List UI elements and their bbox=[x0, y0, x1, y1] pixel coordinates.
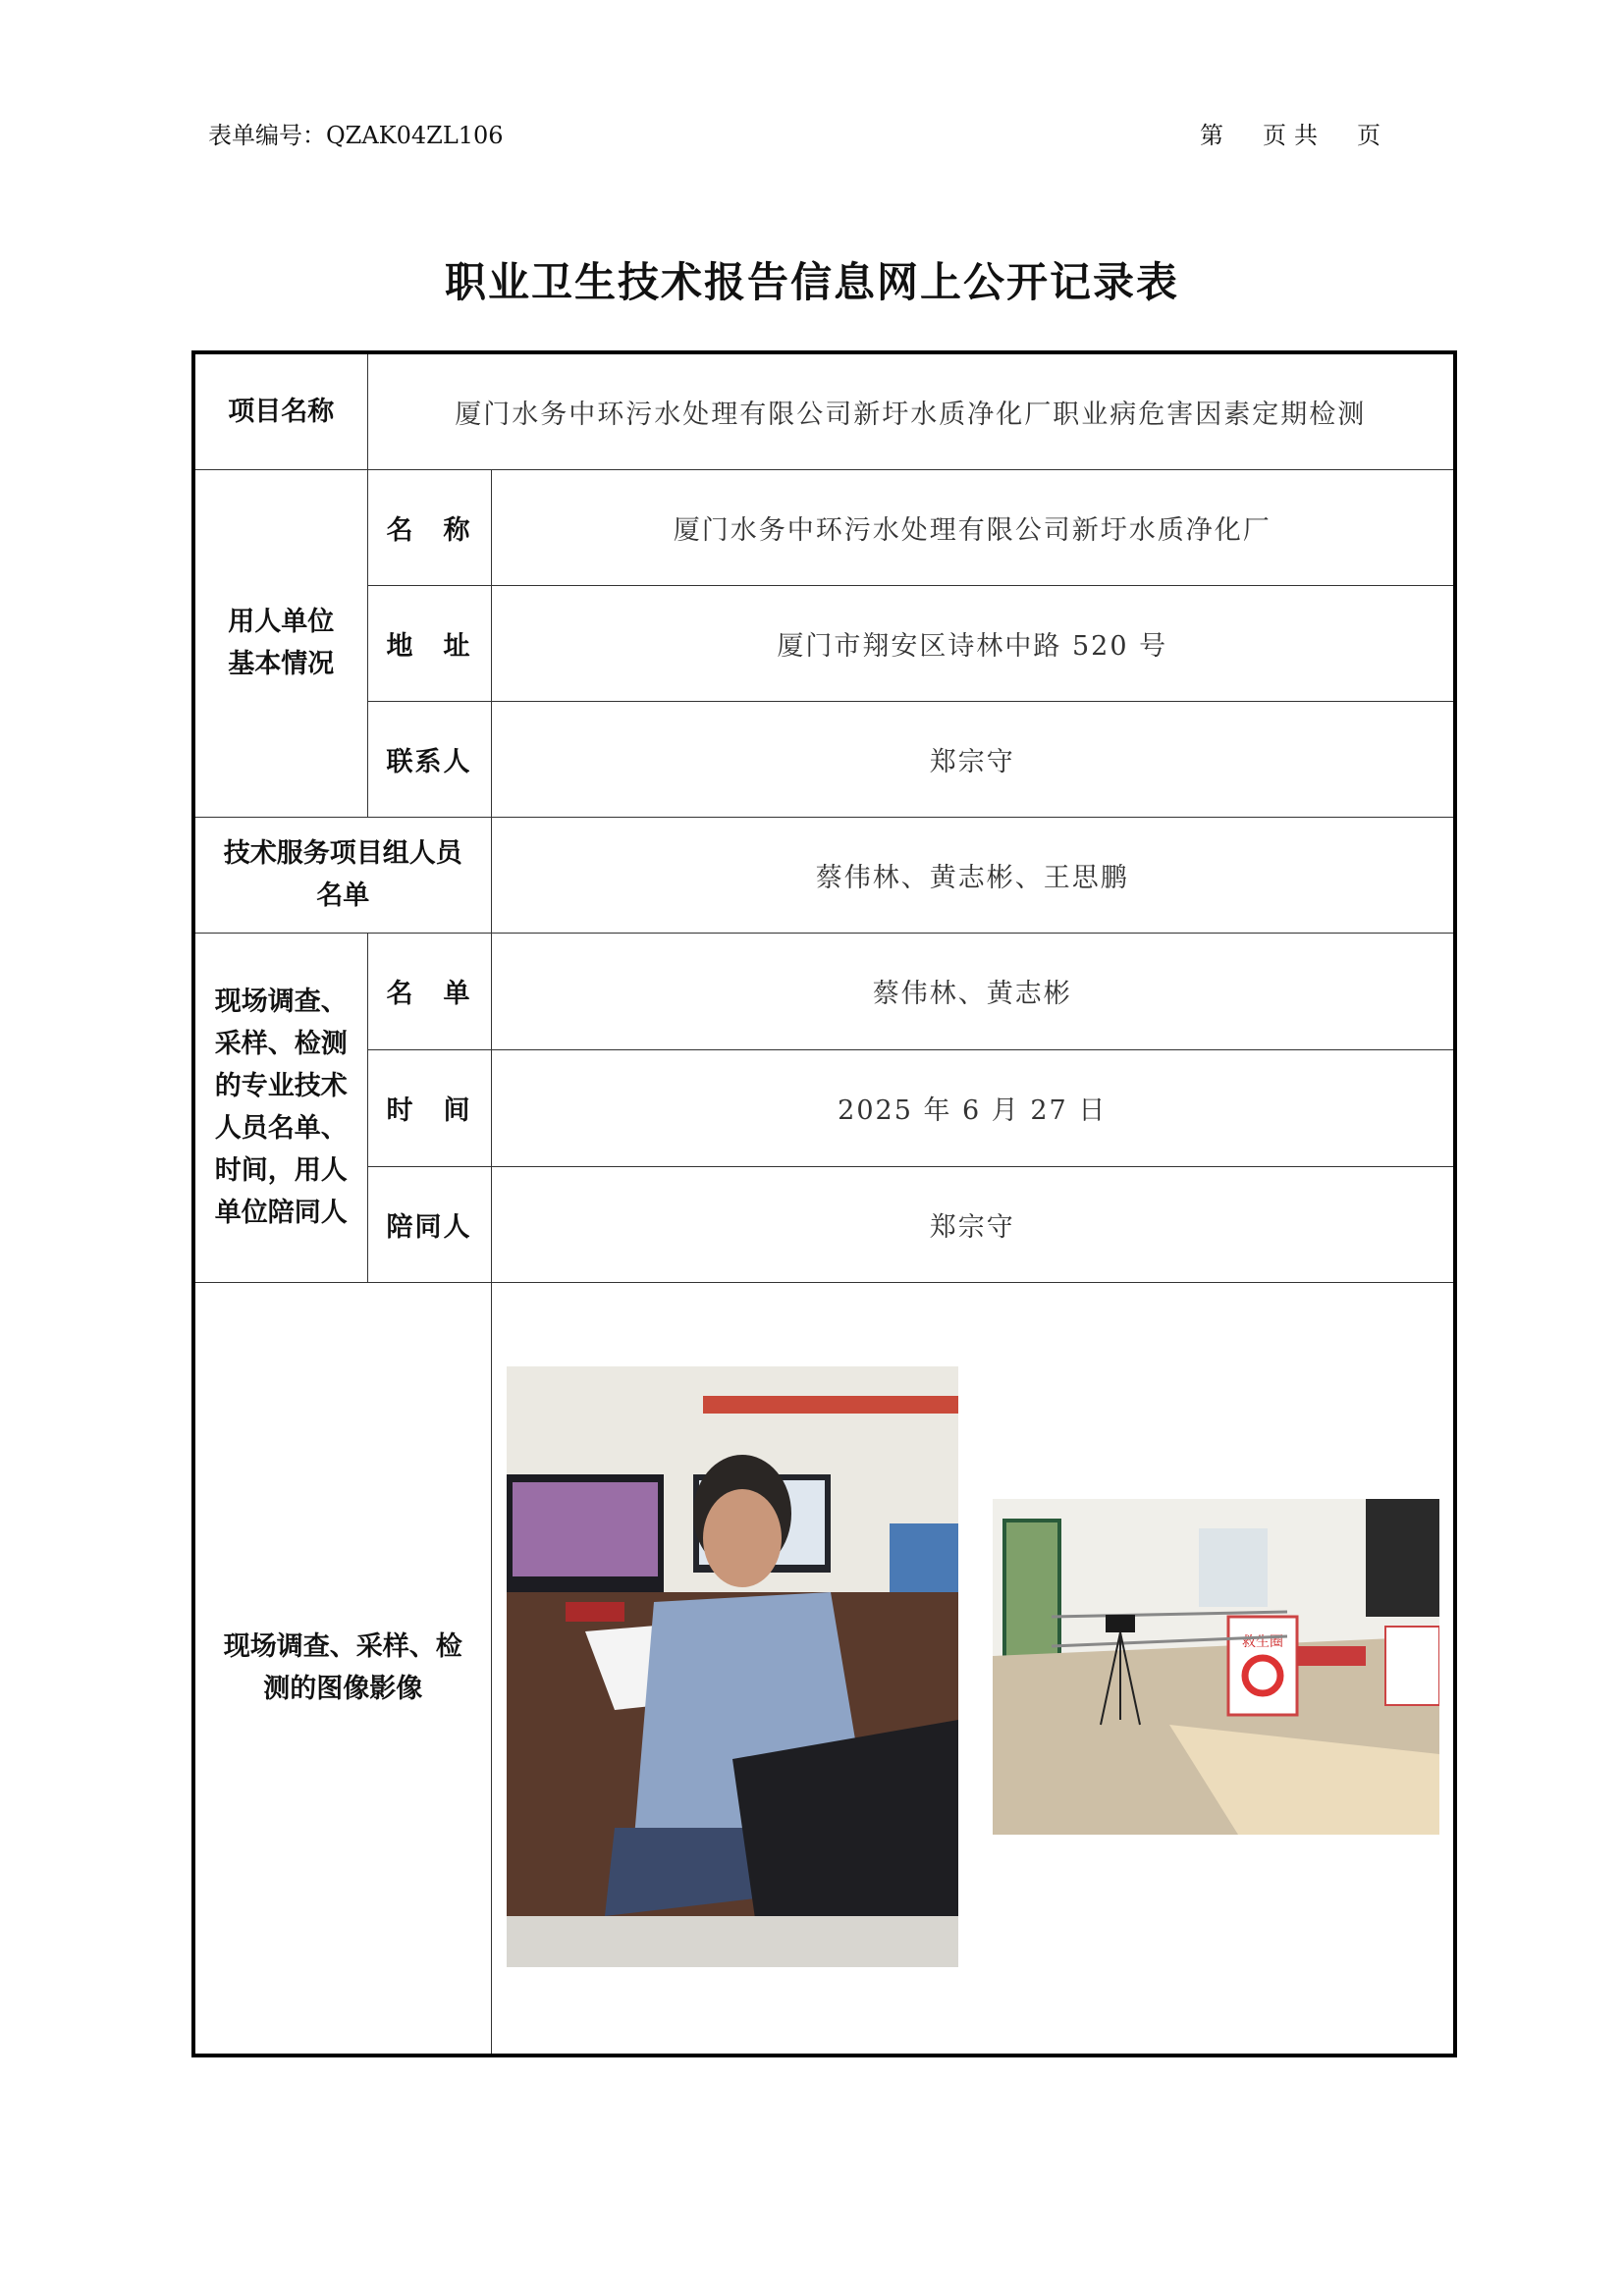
office-scene-graphic bbox=[507, 1366, 958, 1967]
images-cell bbox=[491, 1282, 1455, 2056]
page-di: 第 bbox=[1200, 122, 1223, 149]
survey-label-line: 单位陪同人 bbox=[214, 1198, 348, 1228]
project-value: 厦门水务中环污水处理有限公司新圩水质净化厂职业病危害因素定期检测 bbox=[367, 352, 1455, 469]
site-photo-office bbox=[507, 1366, 958, 1967]
escort-label: 陪同人 bbox=[367, 1166, 491, 1282]
escort-value: 郑宗守 bbox=[491, 1166, 1455, 1282]
project-label: 项目名称 bbox=[193, 352, 367, 469]
page-ye2: 页 bbox=[1357, 122, 1380, 149]
employer-address-row bbox=[193, 585, 1455, 701]
survey-label bbox=[193, 933, 367, 1282]
workshop-scene-graphic bbox=[993, 1499, 1439, 1835]
list-label: 名 单 bbox=[367, 933, 491, 1049]
page-gong: 共 bbox=[1294, 122, 1318, 149]
survey-list-row bbox=[193, 933, 1455, 1049]
employer-label-line1: 用人单位 bbox=[228, 607, 335, 637]
survey-label-line: 的专业技术 bbox=[214, 1071, 348, 1101]
address-label: 地 址 bbox=[367, 585, 491, 701]
page-ye: 页 bbox=[1263, 122, 1286, 149]
employer-name-row bbox=[193, 469, 1455, 585]
images-row bbox=[193, 1282, 1455, 2056]
time-value: 2025 年 6 月 27 日 bbox=[491, 1049, 1455, 1166]
lifebuoy-sign: 救生圈 bbox=[1241, 1633, 1283, 1650]
team-value: 蔡伟林、黄志彬、王思鹏 bbox=[491, 817, 1455, 933]
time-label: 时 间 bbox=[367, 1049, 491, 1166]
images-label bbox=[193, 1282, 491, 2056]
images-label-line2: 测的图像影像 bbox=[263, 1674, 423, 1705]
name-label: 名 称 bbox=[367, 469, 491, 585]
employer-label bbox=[193, 469, 367, 817]
address-value: 厦门市翔安区诗林中路 520 号 bbox=[491, 585, 1455, 701]
survey-label-line: 时间，用人 bbox=[214, 1155, 348, 1186]
team-label-line2: 名单 bbox=[316, 881, 370, 911]
survey-label-line: 采样、检测 bbox=[214, 1029, 348, 1059]
survey-escort-row bbox=[193, 1166, 1455, 1282]
employer-label-line2: 基本情况 bbox=[228, 649, 335, 679]
name-value: 厦门水务中环污水处理有限公司新圩水质净化厂 bbox=[491, 469, 1455, 585]
survey-label-line: 现场调查、 bbox=[214, 987, 348, 1017]
team-label-line1: 技术服务项目组人员 bbox=[223, 838, 462, 869]
survey-time-row bbox=[193, 1049, 1455, 1166]
list-value: 蔡伟林、黄志彬 bbox=[491, 933, 1455, 1049]
team-row bbox=[193, 817, 1455, 933]
contact-label: 联系人 bbox=[367, 701, 491, 817]
survey-label-line: 人员名单、 bbox=[214, 1113, 348, 1144]
form-number: 表单编号：QZAK04ZL106 bbox=[208, 122, 504, 149]
project-row bbox=[193, 352, 1455, 469]
images-label-line1: 现场调查、采样、检 bbox=[223, 1631, 462, 1663]
page-title: 职业卫生技术报告信息网上公开记录表 bbox=[444, 258, 1179, 306]
team-label bbox=[193, 817, 491, 933]
record-table bbox=[191, 350, 1457, 2057]
site-photo-workshop bbox=[993, 1499, 1439, 1835]
employer-contact-row bbox=[193, 701, 1455, 817]
contact-value: 郑宗守 bbox=[491, 701, 1455, 817]
page-number bbox=[1200, 116, 1380, 150]
